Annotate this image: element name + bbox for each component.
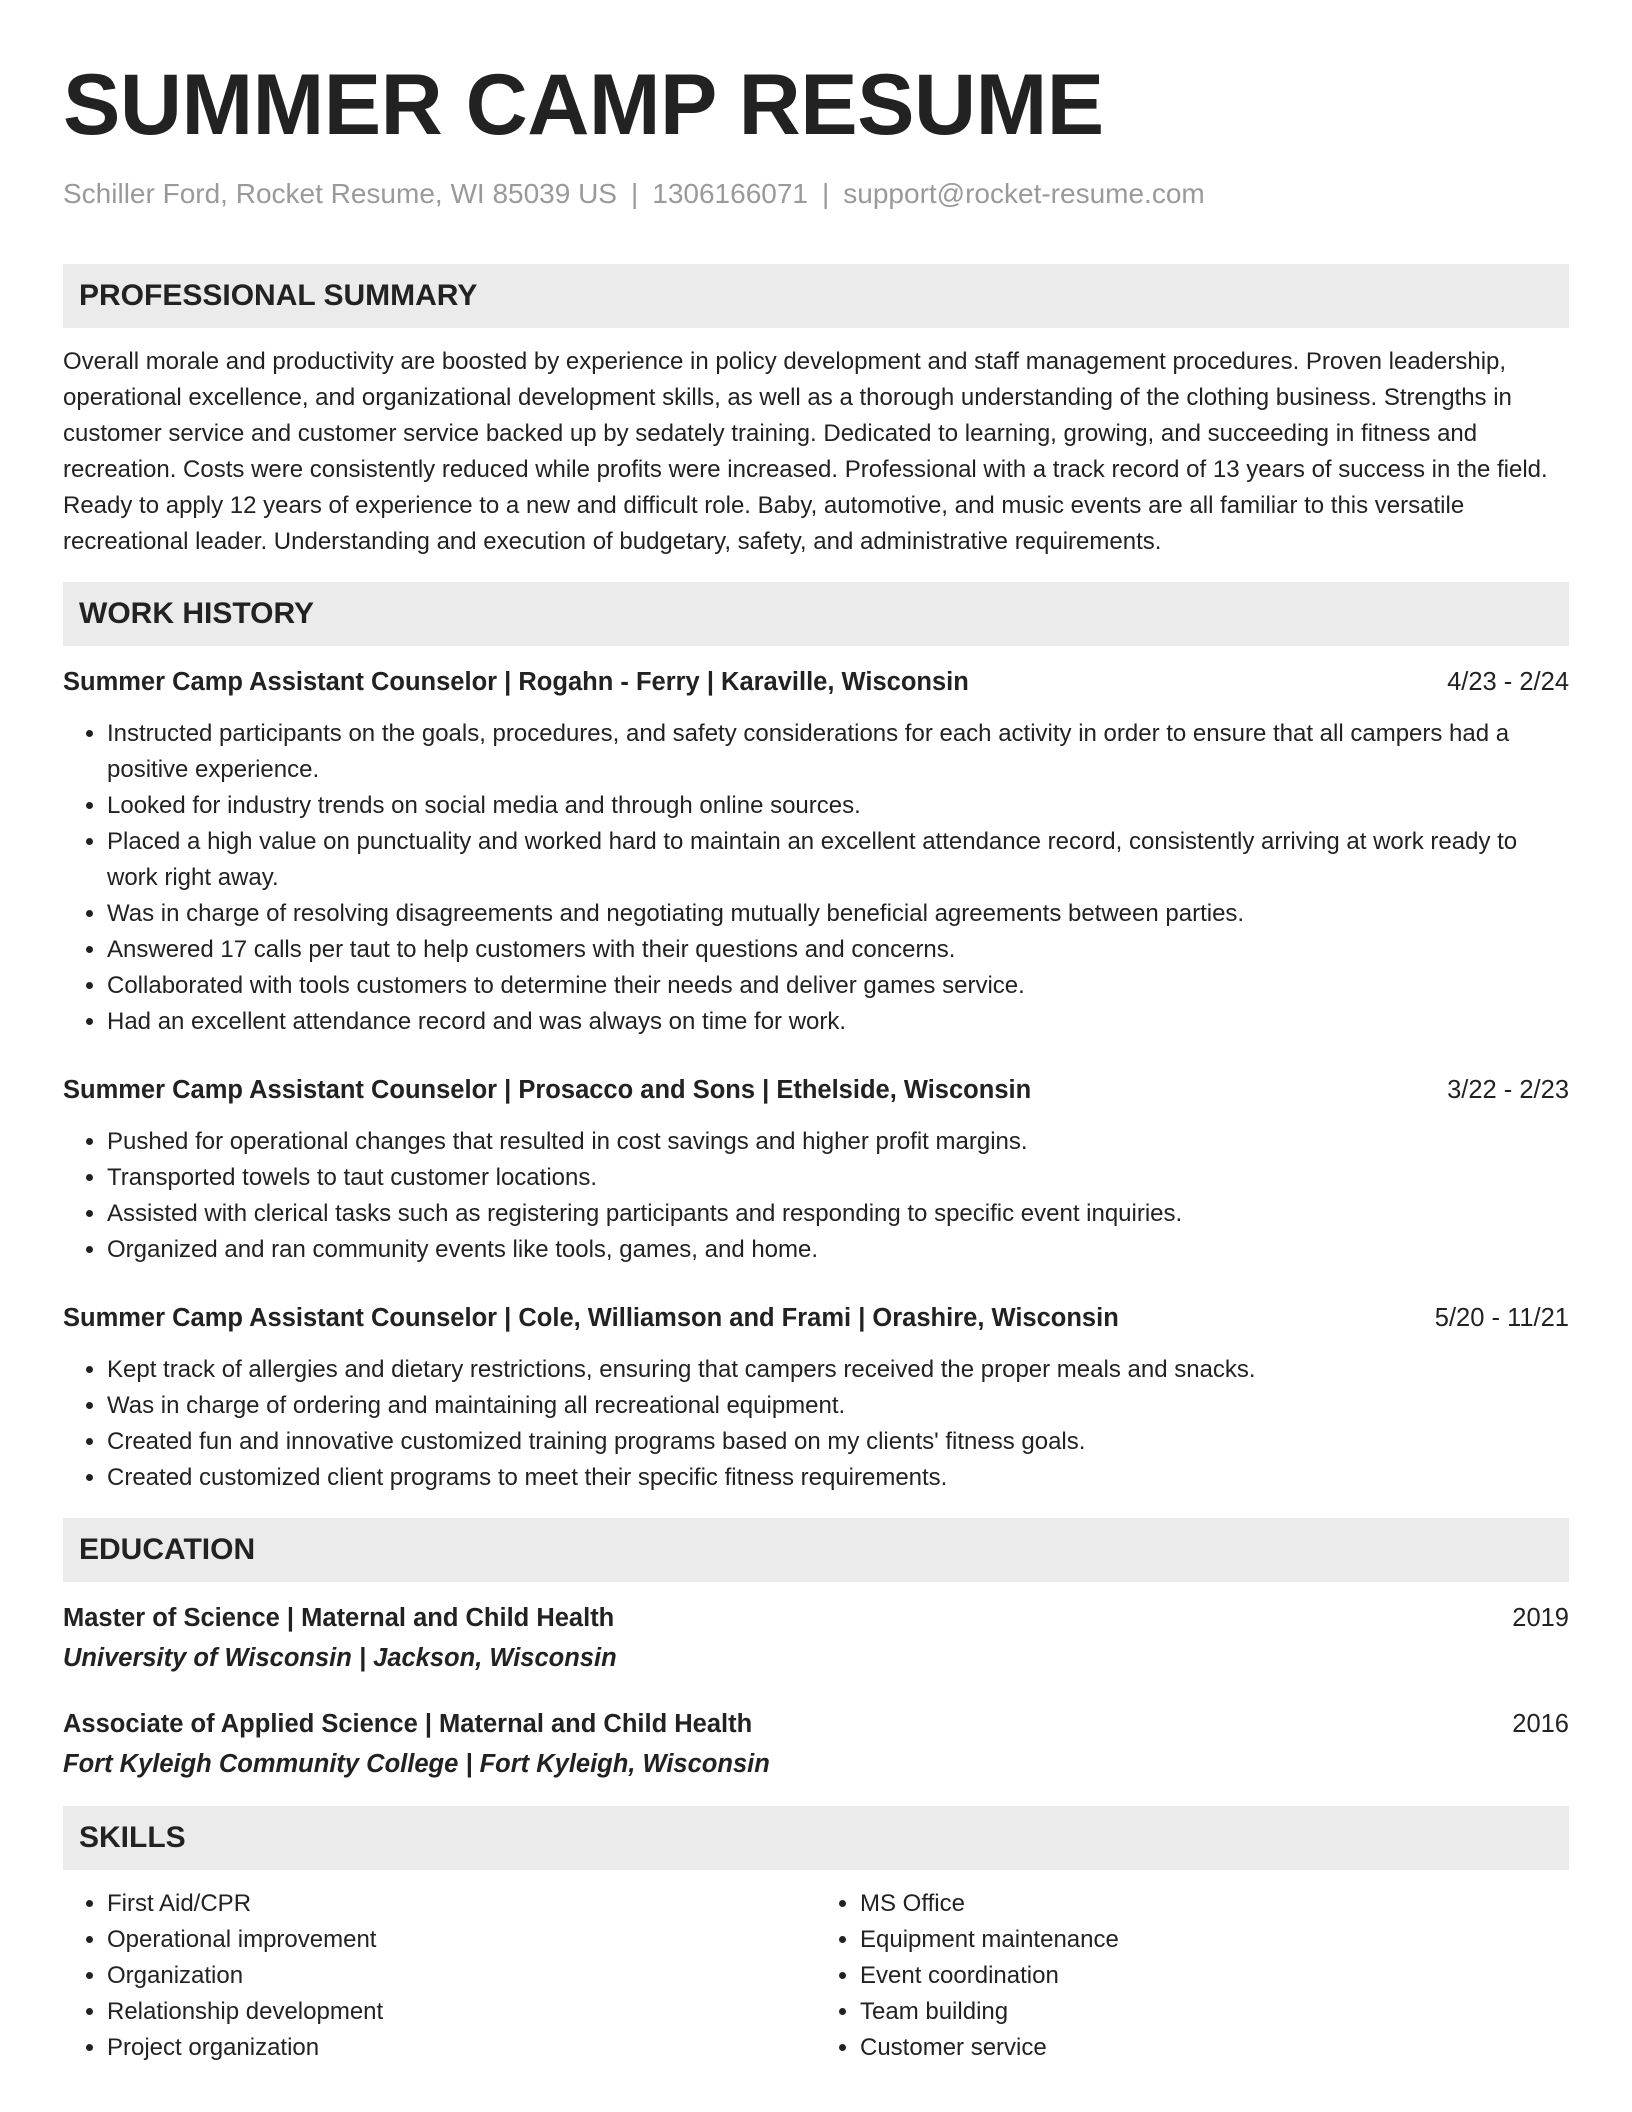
degree-title: Master of Science | Maternal and Child Health	[63, 1604, 615, 1632]
skills-list-left	[63, 1886, 816, 2066]
job-entry	[63, 1300, 1569, 1496]
job-entry	[63, 1072, 1569, 1268]
job-title: Summer Camp Assistant Counselor | Rogahn - Ferry | Karaville, Wisconsin	[63, 668, 969, 696]
list-item: • Project organization	[107, 2030, 816, 2066]
list-item: • MS Office	[860, 1886, 1569, 1922]
job-header	[63, 1300, 1569, 1336]
education-header	[63, 1600, 1569, 1636]
list-item: • Created fun and innovative customized training programs based on my clients' fitness goals.	[107, 1424, 1569, 1460]
section-header-work-history: WORK HISTORY	[63, 582, 1569, 646]
list-item: • Organization	[107, 1958, 816, 1994]
job-dates: 3/22 - 2/23	[1447, 1076, 1569, 1104]
list-item: • Collaborated with tools customers to determine their needs and deliver games service.	[107, 968, 1569, 1004]
job-bullets	[63, 1352, 1569, 1496]
education-entry	[63, 1706, 1569, 1782]
education-entry	[63, 1600, 1569, 1676]
education-year: 2016	[1512, 1710, 1569, 1738]
skills-list-right	[816, 1886, 1569, 2066]
list-item: • Had an excellent attendance record and was always on time for work.	[107, 1004, 1569, 1040]
list-item: • Kept track of allergies and dietary restrictions, ensuring that campers received the proper meals and snacks.	[107, 1352, 1569, 1388]
list-item: • Was in charge of resolving disagreements and negotiating mutually beneficial agreements between parties.	[107, 896, 1569, 932]
list-item: • Was in charge of ordering and maintaining all recreational equipment.	[107, 1388, 1569, 1424]
job-title: Summer Camp Assistant Counselor | Prosacco and Sons | Ethelside, Wisconsin	[63, 1076, 1032, 1104]
list-item: • Operational improvement	[107, 1922, 816, 1958]
skills-columns	[63, 1886, 1569, 2066]
list-item: • Customer service	[860, 2030, 1569, 2066]
list-item: • Transported towels to taut customer locations.	[107, 1160, 1569, 1196]
list-item: • Relationship development	[107, 1994, 816, 2030]
job-bullets	[63, 716, 1569, 1040]
job-entry	[63, 664, 1569, 1040]
job-header	[63, 1072, 1569, 1108]
contact-address: Schiller Ford, Rocket Resume, WI 85039 US	[63, 178, 617, 209]
summary-text: Overall morale and productivity are boosted by experience in policy development and staff management procedures. Proven leadership, operational excellence, and organizational development skills, as well as a thorough understanding of the clothing business. Strengths in customer service and customer service backed up by sedately training. Dedicated to learning, growing, and succeeding in fitness and recreation. Costs were consistently reduced while profits were increased. Professional with a track record of 13 years of success in the field. Ready to apply 12 years of experience to a new and difficult role. Baby, automotive, and music events are all familiar to this versatile recreational leader. Understanding and execution of budgetary, safety, and administrative requirements.	[63, 348, 1548, 555]
list-item: • Placed a high value on punctuality and worked hard to maintain an excellent attendance record, consistently arriving at work ready to work right away.	[107, 824, 1569, 896]
list-item: • Created customized client programs to meet their specific fitness requirements.	[107, 1460, 1569, 1496]
section-header-summary: PROFESSIONAL SUMMARY	[63, 264, 1569, 328]
school-name: Fort Kyleigh Community College | Fort Kyleigh, Wisconsin	[63, 1750, 770, 1778]
degree-title: Associate of Applied Science | Maternal and Child Health	[63, 1710, 753, 1738]
job-header	[63, 664, 1569, 700]
education-header	[63, 1706, 1569, 1742]
job-dates: 5/20 - 11/21	[1434, 1304, 1569, 1332]
contact-separator: |	[630, 178, 639, 209]
list-item: • Event coordination	[860, 1958, 1569, 1994]
section-header-skills: SKILLS	[63, 1806, 1569, 1870]
section-header-education: EDUCATION	[63, 1518, 1569, 1582]
list-item: • Instructed participants on the goals, procedures, and safety considerations for each activity in order to ensure that all campers had a positive experience.	[107, 716, 1569, 788]
list-item: • Team building	[860, 1994, 1569, 2030]
list-item: • Organized and ran community events like tools, games, and home.	[107, 1232, 1569, 1268]
contact-email: support@rocket-resume.com	[843, 178, 1205, 209]
list-item: • First Aid/CPR	[107, 1886, 816, 1922]
school-name: University of Wisconsin | Jackson, Wisconsin	[63, 1644, 617, 1672]
list-item: • Answered 17 calls per taut to help customers with their questions and concerns.	[107, 932, 1569, 968]
job-bullets	[63, 1124, 1569, 1268]
list-item: • Assisted with clerical tasks such as registering participants and responding to specific event inquiries.	[107, 1196, 1569, 1232]
job-dates: 4/23 - 2/24	[1447, 668, 1569, 696]
job-title: Summer Camp Assistant Counselor | Cole, Williamson and Frami | Orashire, Wisconsin	[63, 1304, 1119, 1332]
list-item: • Pushed for operational changes that resulted in cost savings and higher profit margins.	[107, 1124, 1569, 1160]
contact-line	[63, 176, 1569, 212]
contact-phone: 1306166071	[652, 178, 808, 209]
list-item: • Looked for industry trends on social media and through online sources.	[107, 788, 1569, 824]
contact-separator: |	[822, 178, 830, 209]
education-year: 2019	[1512, 1604, 1569, 1632]
resume-title: SUMMER CAMP RESUME	[63, 57, 1104, 153]
list-item: • Equipment maintenance	[860, 1922, 1569, 1958]
